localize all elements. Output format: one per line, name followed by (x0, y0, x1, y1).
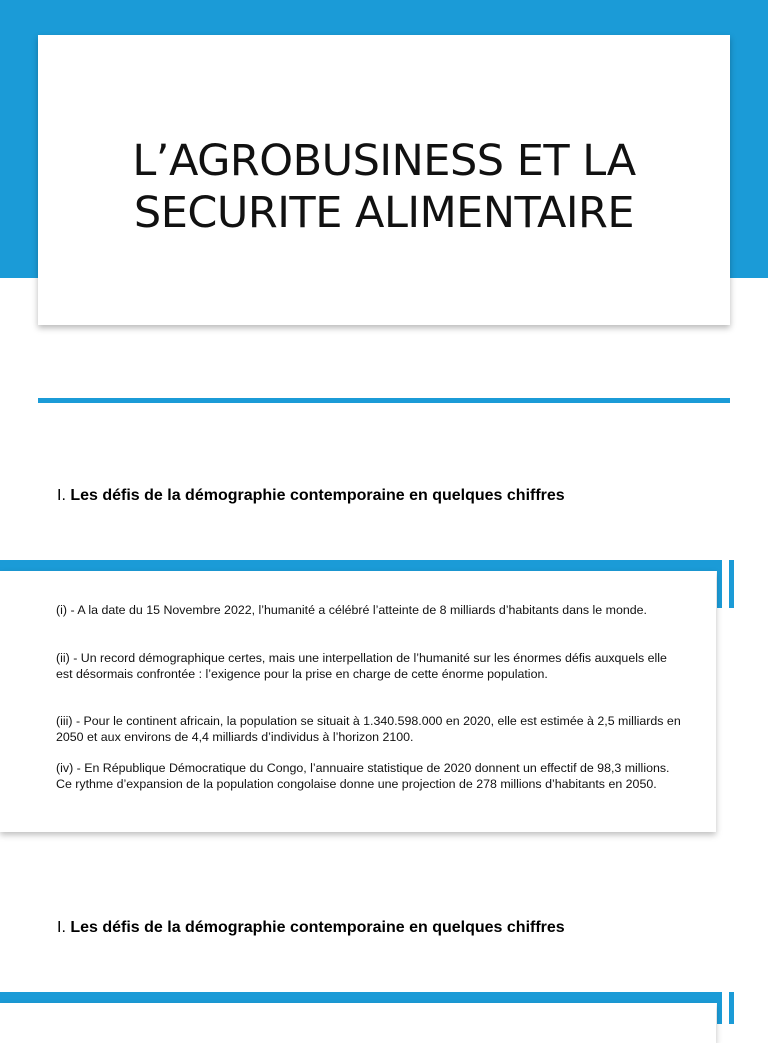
section-heading-text: Les défis de la démographie contemporaine en quelques chiffres (70, 919, 565, 936)
slide-title-line-2: SECURITE ALIMENTAIRE (133, 188, 635, 238)
paragraph-iii: (iii) - Pour le continent africain, la population se situait à 1.340.598.000 en 2020, elle est estimée à 2,5 milliards en 2050 et aux environs de 4,4 milliards d’individus à l’horizon 2100. (56, 714, 681, 744)
decorative-bar (717, 992, 722, 1024)
decorative-bar (717, 560, 722, 608)
section-number: I. (57, 487, 66, 504)
section-heading-text: Les défis de la démographie contemporaine en quelques chiffres (70, 487, 565, 504)
content-band-top (0, 560, 720, 571)
section-heading (57, 485, 617, 507)
slide-title-line-1: L’AGROBUSINESS ET LA (132, 135, 636, 186)
title-card (38, 35, 730, 325)
section-heading-repeat (57, 917, 617, 939)
paragraph-ii: (ii) - Un record démographique certes, mais une interpellation de l’humanité sur les énormes défis auxquels elle est désormais confrontée : l’exigence pour la prise en charge de cette énorme population. (56, 651, 667, 681)
content-card (0, 571, 716, 832)
accent-divider (38, 398, 730, 403)
paragraph-iv: (iv) - En République Démocratique du Congo, l’annuaire statistique de 2020 donnent un effectif de 98,3 millions. Ce rythme d’expansion de la population congolaise donne une projection de 278 millions d’habitants en 2050. (56, 761, 670, 791)
decorative-bar (729, 992, 734, 1024)
paragraph-i: (i) - A la date du 15 Novembre 2022, l’humanité a célébré l’atteinte de 8 milliards d’habitants dans le monde. (56, 603, 647, 617)
slide-title (132, 135, 635, 240)
content-card-partial (0, 1003, 716, 1043)
decorative-bar (729, 560, 734, 608)
content-band-top (0, 992, 720, 1003)
section-number: I. (57, 919, 66, 936)
